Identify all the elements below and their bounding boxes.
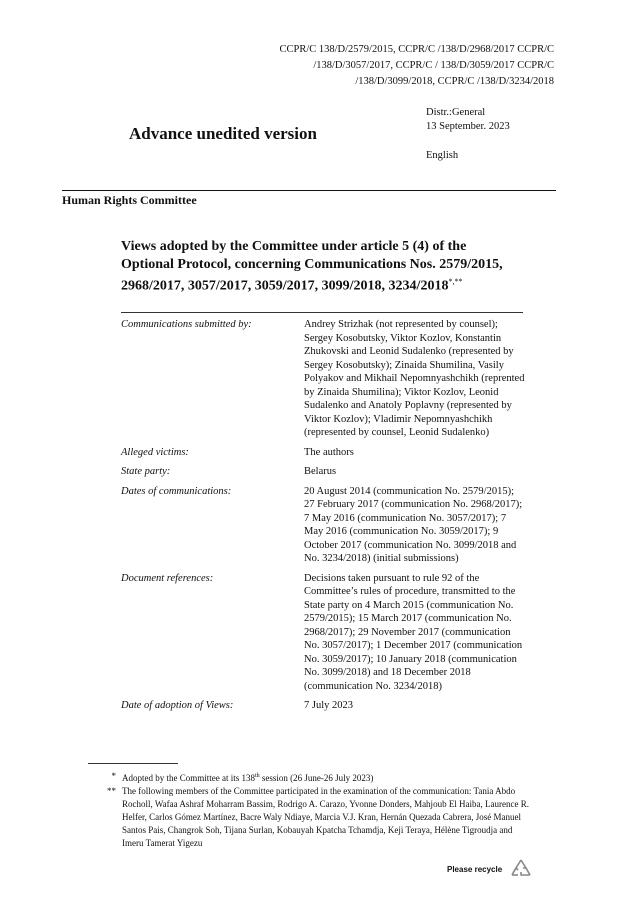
symbol-line-3: /138/D/3099/2018, CCPR/C /138/D/3234/2018 (355, 76, 554, 87)
metadata-label: State party: (121, 466, 171, 477)
footnote-rule (88, 763, 178, 764)
footnote-1-sup: th (254, 773, 260, 779)
metadata-value: Decisions taken pursuant to rule 92 of the Committee’s rules of procedure, transmitted to the State party on 4 March 2015 (communication No. 2579/2015); 15 March 2017 (communication No. 2968/2017); 29 November 2017 (communication No. 3057/2017); 1 December 2017 (communication No. 3059/2017); 10 January 2018 (communication No. 3099/2018) and 18 December 2018 (communication No. 3234/2018) (304, 572, 523, 692)
metadata-value: Andrey Strizhak (not represented by counsel); Sergey Kosobutsky, Viktor Kozlov, Konstantin Zhukovski and Leonid Sudalenko (represented by Sergey Kosobutsky); Zinaida Shumilina, Vasily Polyakov and Mikhail Nepomnyashchikh (reprented by Zinaida Shumilina); Viktor Kozlov, Leonid Sudalenko and Anatoly Poplavny (represented by Viktor Kozlov); Vladimir Nepomnyashchikh (represented by counsel, Leonid Sudalenko) (304, 319, 525, 438)
header-rule (62, 190, 556, 191)
metadata-label: Date of adoption of Views: (121, 700, 234, 711)
metadata-row (121, 446, 531, 460)
metadata-row (121, 699, 531, 713)
metadata-row (121, 485, 531, 566)
footnote-mark: * (111, 771, 116, 781)
metadata-value: Belarus (304, 466, 337, 477)
metadata-label: Communications submitted by: (121, 319, 252, 330)
metadata-row (121, 465, 531, 479)
metadata-row (121, 572, 531, 694)
symbol-line-2: /138/D/3057/2017, CCPR/C / 138/D/3059/2017 CCPR/C (313, 60, 554, 71)
metadata-row (121, 318, 531, 440)
document-symbol (234, 42, 554, 90)
symbol-line-1: CCPR/C 138/D/2579/2015, CCPR/C /138/D/2968/2017 CCPR/C (279, 44, 554, 55)
metadata-label: Document references: (121, 572, 214, 584)
title-footnote-marks: *,** (448, 277, 463, 286)
metadata-value: The authors (304, 446, 354, 458)
recycle-notice (447, 857, 534, 881)
document-title (121, 238, 521, 295)
recycle-label: Please recycle (447, 864, 503, 874)
metadata-label: Dates of communications: (121, 485, 232, 497)
footnote-text: The following members of the Committee participated in the examination of the communication: Tania Abdo Rocholl, Wafaa Ashraf Moharram Bassim, Rodrigo A. Carazo, Yvonne Donders, Mahjoub El Haiba, Laurence R. Helfer, Carlos Gómez Martínez, Bacre Waly Ndiaye, Marcia V.J. Kran, Hernán Quezada Cabrera, José Manuel Santos Pais, Changrok Soh, Tijana Surlan, Kobauyah Kpatcha Tchamdja, Keji Teraya, Hélène Tigroudja and Imeru Tamerat Yigezu (122, 786, 530, 848)
committee-name: Human Rights Committee (62, 193, 197, 207)
footnote-2 (92, 785, 532, 850)
title-text: Views adopted by the Committee under article 5 (4) of the Optional Protocol, concerning Communications Nos. 2579/2015, 2968/2017, 3057/2017, 3059/2017, 3099/2018, 3234/2018 (121, 239, 503, 294)
language: English (426, 150, 459, 161)
title-rule (121, 312, 523, 313)
metadata-value: 7 July 2023 (304, 700, 354, 711)
metadata-value: 20 August 2014 (communication No. 2579/2015); 27 February 2017 (communication No. 2968/2017); 7 May 2016 (communication No. 3057/2017); 7 May 2016 (communication No. 3059/2017); 9 October 2017 (communication No. 3099/2018 and No. 3234/2018) (initial submissions) (304, 485, 523, 564)
footnotes (92, 770, 532, 850)
footnote-mark: ** (107, 786, 116, 796)
footnote-1-after: session (26 June-26 July 2023) (259, 773, 374, 783)
footnote-1 (92, 770, 532, 785)
distribution: Distr.:General (426, 107, 486, 118)
footnote-text (122, 770, 373, 785)
metadata-label: Alleged victims: (121, 446, 189, 458)
recycle-icon (508, 857, 534, 881)
metadata-table (121, 318, 531, 719)
document-date: 13 September. 2023 (426, 121, 510, 132)
distribution-block (426, 106, 510, 163)
footnote-1-before: Adopted by the Committee at its 138 (122, 773, 255, 783)
advance-version-label: Advance unedited version (129, 124, 317, 143)
